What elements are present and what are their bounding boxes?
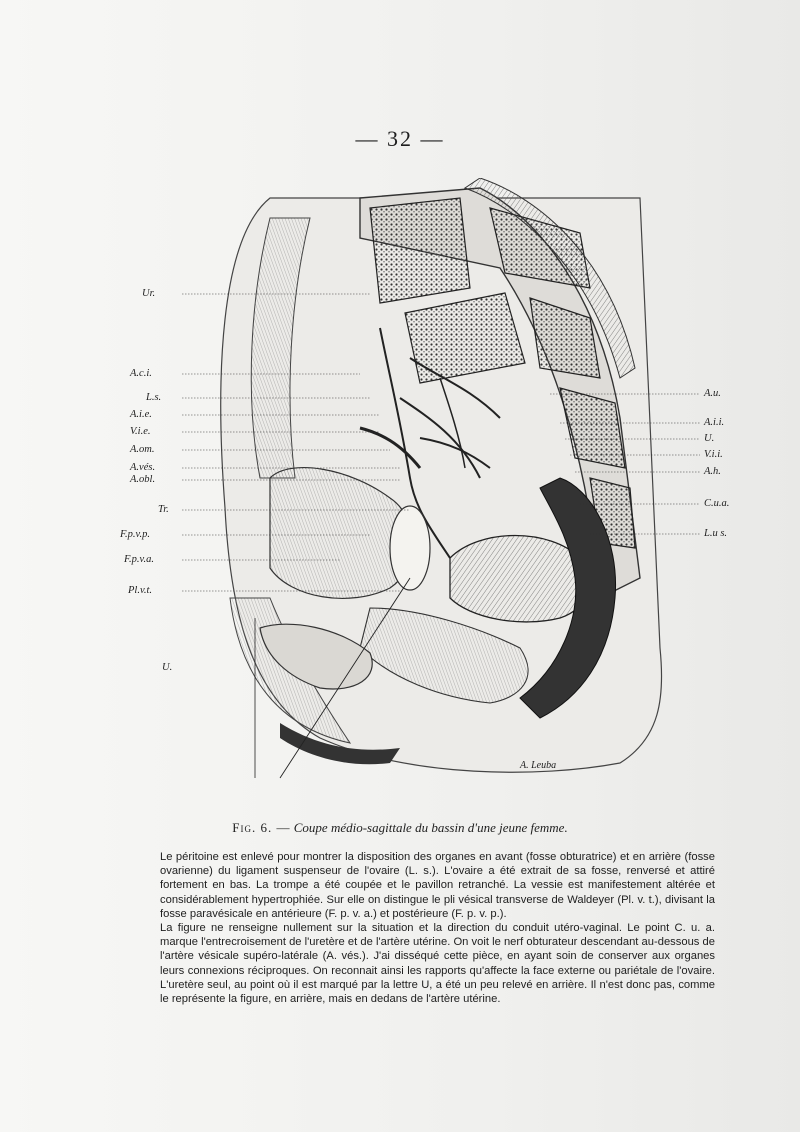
label-aii: A.i.i. <box>704 417 725 428</box>
artist-signature: A. Leuba <box>520 760 557 771</box>
label-aobl: A.obl. <box>130 474 156 485</box>
label-aie: A.i.e. <box>130 409 152 420</box>
page-number: — 32 — <box>355 126 445 151</box>
label-lus: L.u s. <box>704 528 728 539</box>
label-vie: V.i.e. <box>130 426 151 437</box>
ovary <box>390 506 430 590</box>
label-fpvp: F.p.v.p. <box>120 529 150 540</box>
label-aves: A.vés. <box>130 462 156 473</box>
anatomical-figure <box>120 178 780 798</box>
paragraph-1: Le péritoine est enlevé pour montrer la disposition des organes en avant (fosse obturatrice) et en arrière (fosse ovarienne) du ligament suspenseur de l'ovaire (L. s.). L'ovaire a été extrait de sa fosse, renversé et attiré fortement en bas. La trompe a été coupée et le pavillon retranché. La vessie est manifestement altérée et considérablement hypertrophiée. Sur elle on distingue le pli vésical transverse de Waldeyer (Pl. v. t.), divisant la fosse paravésicale en antérieure (F. p. v. a.) et postérieure (F. p. v. p.). <box>160 851 715 920</box>
label-aom: A.om. <box>130 444 155 455</box>
label-vii: V.i.i. <box>704 449 723 460</box>
figure-title: Coupe médio-sagittale du bassin d'une jeune femme. <box>293 820 568 835</box>
paragraph-2: La figure ne renseigne nullement sur la situation et la direction du conduit utéro-vaginal. Le point C. u. a. marque l'entrecroisement de l'uretère et de l'artère utérine. On voit le nerf obturateur descendant au-dessous de l'artère vésicale supéro-latérale (A. vés.). J'ai disséqué cette pièce, en ayant soin de conserver aux organes leurs connexions réciproques. On reconnait ainsi les rapports qu'affecte la face externe ou pariétale de l'ovaire. L'uretère seul, au point où il est marqué par la lettre U, a été un peu relevé en arrière. Il n'est donc pas, comme le représente la figure, en arrière, mais en dedans de l'artère utérine. <box>160 922 715 1006</box>
figure-number: Fig. 6. — <box>232 820 291 835</box>
label-plvt: Pl.v.t. <box>128 585 153 596</box>
label-cua: C.u.a. <box>704 498 730 509</box>
pelvis-illustration <box>120 178 780 798</box>
label-u-left: U. <box>162 662 173 673</box>
body-text <box>160 850 715 1006</box>
label-tr: Tr. <box>158 504 169 515</box>
label-fpva: F.p.v.a. <box>124 554 154 565</box>
label-au: A.u. <box>704 388 721 399</box>
label-aci: A.c.i. <box>130 368 152 379</box>
label-u-right: U. <box>704 433 715 444</box>
label-ur: Ur. <box>142 288 156 299</box>
label-ls: L.s. <box>146 392 162 403</box>
figure-caption <box>0 820 800 836</box>
label-ah: A.h. <box>704 466 721 477</box>
